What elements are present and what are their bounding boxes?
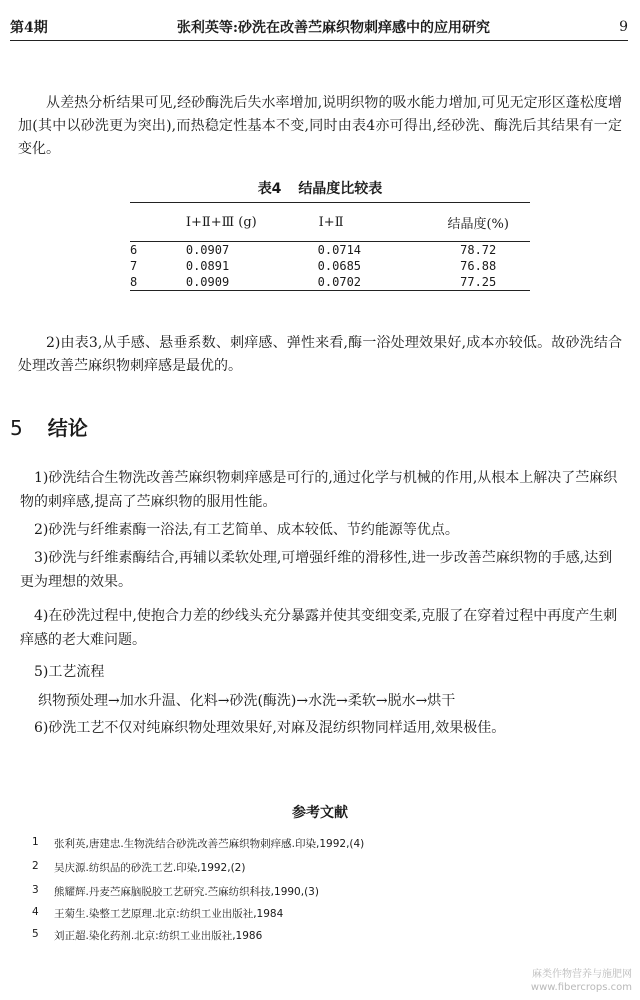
section-heading: [10, 412, 88, 441]
table-cell: 0.0685: [317, 259, 362, 273]
table-cell: 0.0714: [317, 243, 362, 257]
section-number: 5: [10, 416, 23, 440]
conclusion-item-4: 4)在砂洗过程中,使抱合力差的纱线头充分暴露并使其变细变柔,克服了在穿着过程中再度产生刺痒感的老大难问题。: [20, 608, 618, 648]
reference-text: 王菊生.染整工艺原理.北京:纺织工业出版社,1984: [54, 908, 284, 920]
paragraph-2: 2)由表3,从手感、悬垂系数、刺痒感、弹性来看,酶一浴处理效果好,成本亦较低。故砂洗结合处理改善苎麻织物刺痒感是最优的。: [18, 335, 622, 374]
running-title: 张利英等:砂洗在改善苎麻织物刺痒感中的应用研究: [176, 20, 490, 36]
reference-item: [32, 884, 620, 899]
reference-number: 5: [32, 928, 39, 940]
page-number: 9: [619, 19, 628, 35]
watermark-line-2: www.fibercrops.com: [530, 982, 632, 993]
process-flow: 织物预处理→加水升温、化料→砂洗(酶洗)→水洗→柔软→脱水→烘干: [38, 693, 456, 709]
crystallinity-table: [130, 202, 530, 291]
conclusion-item-2: 2)砂洗与纤维素酶一浴法,有工艺简单、成本较低、节约能源等优点。: [34, 522, 459, 538]
watermark-line-1: 麻类作物营养与施肥网: [532, 969, 632, 980]
table-cell: 76.88: [460, 259, 497, 273]
conclusion-item-3: 3)砂洗与纤维素酶结合,再辅以柔软处理,可增强纤维的滑移性,进一步改善苎麻织物的手感,达到更为理想的效果。: [20, 550, 613, 590]
intro-paragraph: 从差热分析结果可见,经砂酶洗后失水率增加,说明织物的吸水能力增加,可见无定形区蓬松度增加(其中以砂洗更为突出),而热稳定性基本不变,同时由表4亦可得出,经砂洗、酶洗后其结果有一定变化。: [18, 95, 622, 157]
table-header-cell: [130, 203, 180, 242]
reference-text: 刘正超.染化药剂.北京:纺织工业出版社,1986: [54, 930, 263, 942]
section-title: 结论: [47, 416, 88, 440]
table-header-cell: Ⅰ+Ⅱ: [318, 203, 427, 242]
conclusion-item-1: 1)砂洗结合生物洗改善苎麻织物刺痒感是可行的,通过化学与机械的作用,从根本上解决了苎麻织物的刺痒感,提高了苎麻织物的服用性能。: [20, 470, 618, 510]
table-cell: 77.25: [426, 274, 530, 291]
reference-item: [32, 928, 620, 943]
reference-text: 吴庆源.纺织品的砂洗工艺.印染,1992,(2): [54, 862, 246, 874]
table-label: 表4: [257, 181, 282, 197]
table-cell: 7: [130, 259, 138, 273]
table-header-row: [130, 203, 530, 242]
table-cell: 8: [130, 274, 180, 291]
table-title: [0, 178, 640, 198]
table-cell: 78.72: [460, 243, 497, 257]
conclusion-item-5: 5)工艺流程: [34, 664, 105, 680]
conclusion-item-6: 6)砂洗工艺不仅对纯麻织物处理效果好,对麻及混纺织物同样适用,效果极佳。: [34, 720, 506, 736]
reference-text: 张利英,唐建忠.生物洗结合砂洗改善苎麻织物刺痒感.印染,1992,(4): [54, 838, 365, 850]
table-header-cell: Ⅰ+Ⅱ+Ⅲ (g): [180, 203, 318, 242]
reference-number: 3: [32, 884, 39, 896]
table-caption: 结晶度比较表: [298, 181, 383, 197]
running-header: [10, 14, 628, 41]
reference-number: 2: [32, 860, 39, 872]
table-cell: 6: [130, 243, 138, 257]
reference-number: 1: [32, 836, 39, 848]
references-title: 参考文献: [292, 805, 348, 821]
reference-text: 熊耀辉.丹麦苎麻脑脱胶工艺研究.苎麻纺织科技,1990,(3): [54, 886, 319, 898]
reference-number: 4: [32, 906, 39, 918]
table-cell: 0.0909: [180, 274, 318, 291]
reference-item: [32, 836, 620, 851]
table-row: [130, 274, 530, 291]
table-header-cell: 结晶度(%): [426, 203, 530, 242]
table-cell: 0.0702: [318, 274, 427, 291]
table-cell: 0.0891: [185, 259, 230, 273]
table-row: [130, 258, 530, 274]
site-watermark: [531, 968, 632, 994]
issue-number: 第4期: [10, 20, 48, 36]
table-row: [130, 242, 530, 259]
reference-item: [32, 906, 620, 921]
table-cell: 0.0907: [185, 243, 230, 257]
reference-item: [32, 860, 620, 875]
